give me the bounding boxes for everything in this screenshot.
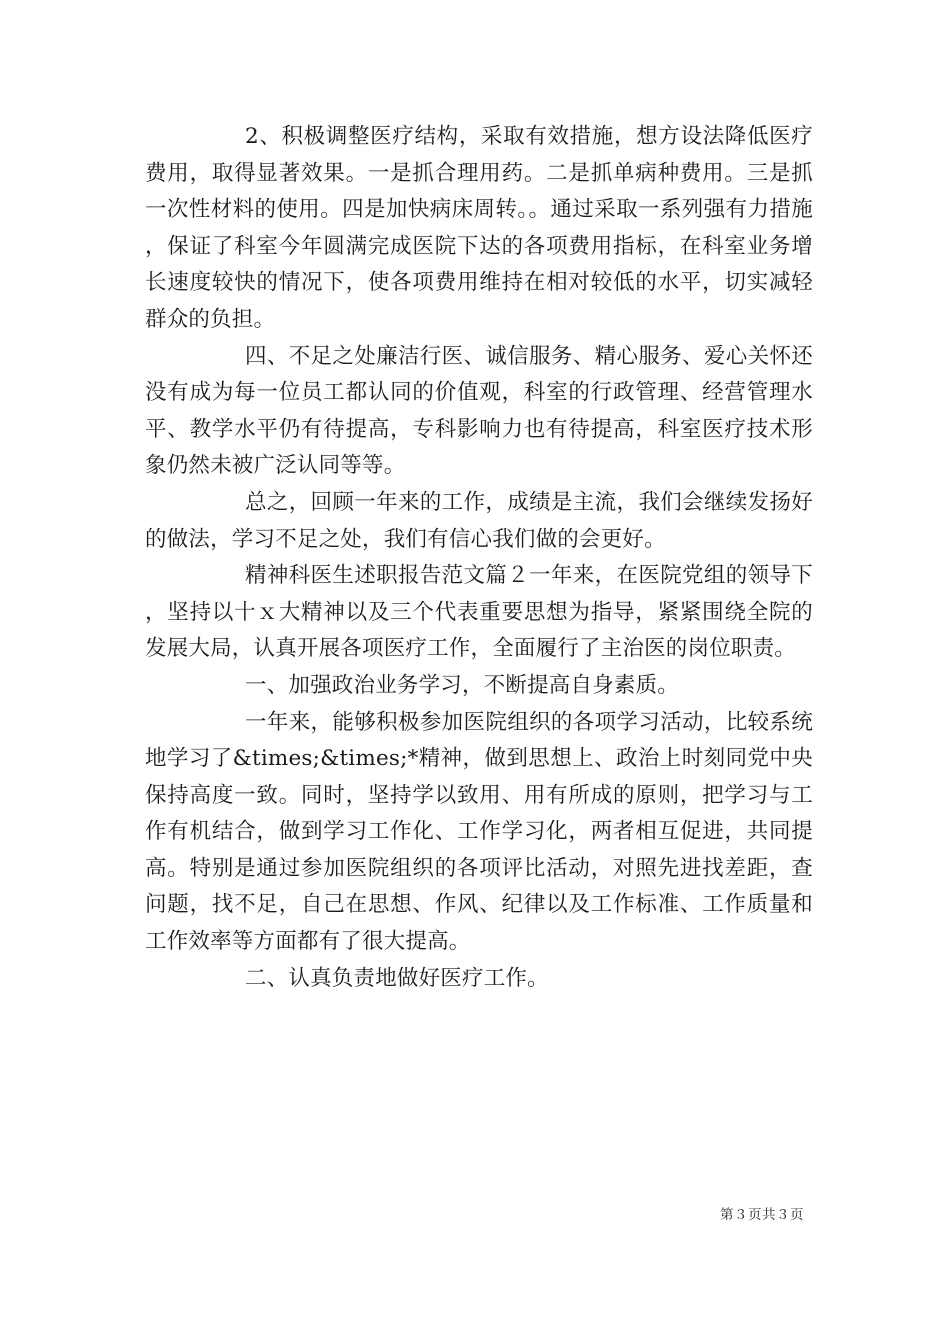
paragraph-cost-control: 2、积极调整医疗结构，采取有效措施，想方设法降低医疗费用，取得显著效果。一是抓合理用药。二是抓单病种费用。三是抓一次性材料的使用。四是加快病床周转。。通过采取一系列强有力措施，保证了科室今年圆满完成医院下达的各项费用指标，在科室业务增长速度较快的情况下，使各项费用维持在相对较低的水平，切实减轻群众的负担。 [145,124,813,332]
section-heading-medical-work: 二、认真负责地做好医疗工作。 [245,965,549,991]
page-number-footer: 第３页共３页 [720,1207,804,1223]
section-heading-study: 一、加强政治业务学习，不断提高自身素质。 [245,672,680,698]
paragraph-summary: 总之，回顾一年来的工作，成绩是主流，我们会继续发扬好的做法，学习不足之处，我们有信心我们做的会更好。 [145,489,813,552]
paragraph-shortcomings: 四、不足之处廉洁行医、诚信服务、精心服务、爱心关怀还没有成为每一位员工都认同的价值观，科室的行政管理、经营管理水平、教学水平仍有待提高，专科影响力也有待提高，科室医疗技术形象仍然未被广泛认同等等。 [145,343,813,479]
paragraph-study-details: 一年来，能够积极参加医院组织的各项学习活动，比较系统地学习了&times;&times;*精神，做到思想上、政治上时刻同党中央保持高度一致。同时，坚持学以致用、用有所成的原则，把学习与工作有机结合，做到学习工作化、工作学习化，两者相互促进，共同提高。特别是通过参加医院组织的各项评比活动，对照先进找差距，查问题，找不足，自己在思想、作风、纪律以及工作标准、工作质量和工作效率等方面都有了很大提高。 [145,709,813,955]
paragraph-report-intro: 精神科医生述职报告范文篇２一年来，在医院党组的领导下，坚持以十ｘ大精神以及三个代表重要思想为指导，紧紧围绕全院的发展大局，认真开展各项医疗工作，全面履行了主治医的岗位职责。 [145,563,813,662]
document-body [145,119,813,997]
